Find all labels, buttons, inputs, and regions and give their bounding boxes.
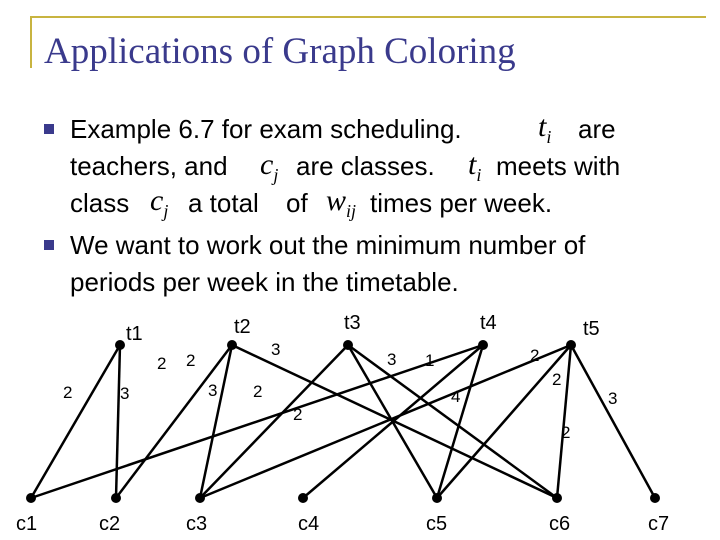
bullet-1-are: are (578, 114, 616, 144)
vertex-c3 (195, 493, 205, 503)
bullet-2-line-2: periods per week in the timetable. (70, 267, 459, 297)
weight-label: 3 (387, 350, 397, 369)
class-label-c2: c2 (99, 513, 121, 535)
vertex-t4 (478, 340, 488, 350)
vertex-c6 (552, 493, 562, 503)
weight-label: 3 (208, 381, 218, 400)
edge-t5-c7 (571, 345, 655, 498)
bullet-1-are-classes: are classes. (296, 151, 435, 181)
teacher-label-t1: t1 (126, 323, 143, 345)
weight-label: 2 (530, 346, 540, 365)
class-label-c6: c6 (549, 513, 571, 535)
bullet-1-of: of (286, 188, 308, 218)
bullet-1-line-2: teachers, and (70, 151, 228, 181)
math-c-j-2: $c_j$ (150, 184, 169, 221)
edge-t4-c5 (437, 345, 483, 498)
edge-t3-c6 (348, 345, 557, 498)
weight-label: 4 (451, 387, 461, 406)
graph-edges (31, 345, 655, 498)
edge-t1-c1 (31, 345, 120, 498)
edge-t3-c3 (200, 345, 348, 498)
teacher-label-t3: t3 (344, 312, 361, 334)
weight-label: 3 (120, 384, 130, 403)
weight-label: 1 (425, 351, 435, 370)
weight-label: 2 (293, 405, 303, 424)
vertex-c7 (650, 493, 660, 503)
weight-label: 2 (253, 382, 263, 401)
vertex-c4 (298, 493, 308, 503)
teacher-label-t4: t4 (480, 312, 497, 334)
bullet-1-line-1: Example 6.7 for exam scheduling. (70, 114, 462, 144)
weight-label: 3 (271, 340, 281, 359)
edge-t2-c2 (116, 345, 232, 498)
weight-label: 2 (186, 351, 196, 370)
bullet-2-line-1: We want to work out the minimum number of (70, 230, 586, 260)
vertex-t1 (115, 340, 125, 350)
bullet-1-line-3: class (70, 188, 130, 218)
weight-label: 2 (561, 423, 571, 442)
math-t-i-2: $t_i$ (468, 148, 482, 185)
vertex-c5 (432, 493, 442, 503)
teacher-labels (126, 312, 600, 345)
bullet-1-a-total: a total (188, 188, 259, 218)
math-t-i-1: $t_i$ (538, 110, 552, 147)
teacher-label-t5: t5 (583, 318, 600, 340)
edge-t1-c2 (116, 345, 120, 498)
class-labels (16, 513, 669, 535)
weight-label: 3 (608, 389, 618, 408)
class-label-c7: c7 (648, 513, 670, 535)
weight-label: 2 (157, 354, 167, 373)
slide-title: Applications of Graph Coloring (44, 31, 516, 72)
teacher-label-t2: t2 (234, 316, 251, 338)
edge-t5-c6 (557, 345, 571, 498)
vertex-t2 (227, 340, 237, 350)
class-label-c3: c3 (186, 513, 208, 535)
weight-label: 2 (63, 383, 73, 402)
bullet-1-meets-with: meets with (496, 151, 621, 181)
weight-label: 2 (552, 370, 562, 389)
vertex-c2 (111, 493, 121, 503)
class-label-c5: c5 (426, 513, 448, 535)
bullet-1-times-per-week: times per week. (370, 188, 553, 218)
vertex-t3 (343, 340, 353, 350)
class-label-c1: c1 (16, 513, 38, 535)
edge-weight-labels (63, 340, 617, 442)
vertex-c1 (26, 493, 36, 503)
math-c-j-1: $c_j$ (260, 148, 279, 185)
class-label-c4: c4 (298, 513, 320, 535)
math-w-ij: $w_{ij}$ (326, 184, 357, 221)
vertex-t5 (566, 340, 576, 350)
